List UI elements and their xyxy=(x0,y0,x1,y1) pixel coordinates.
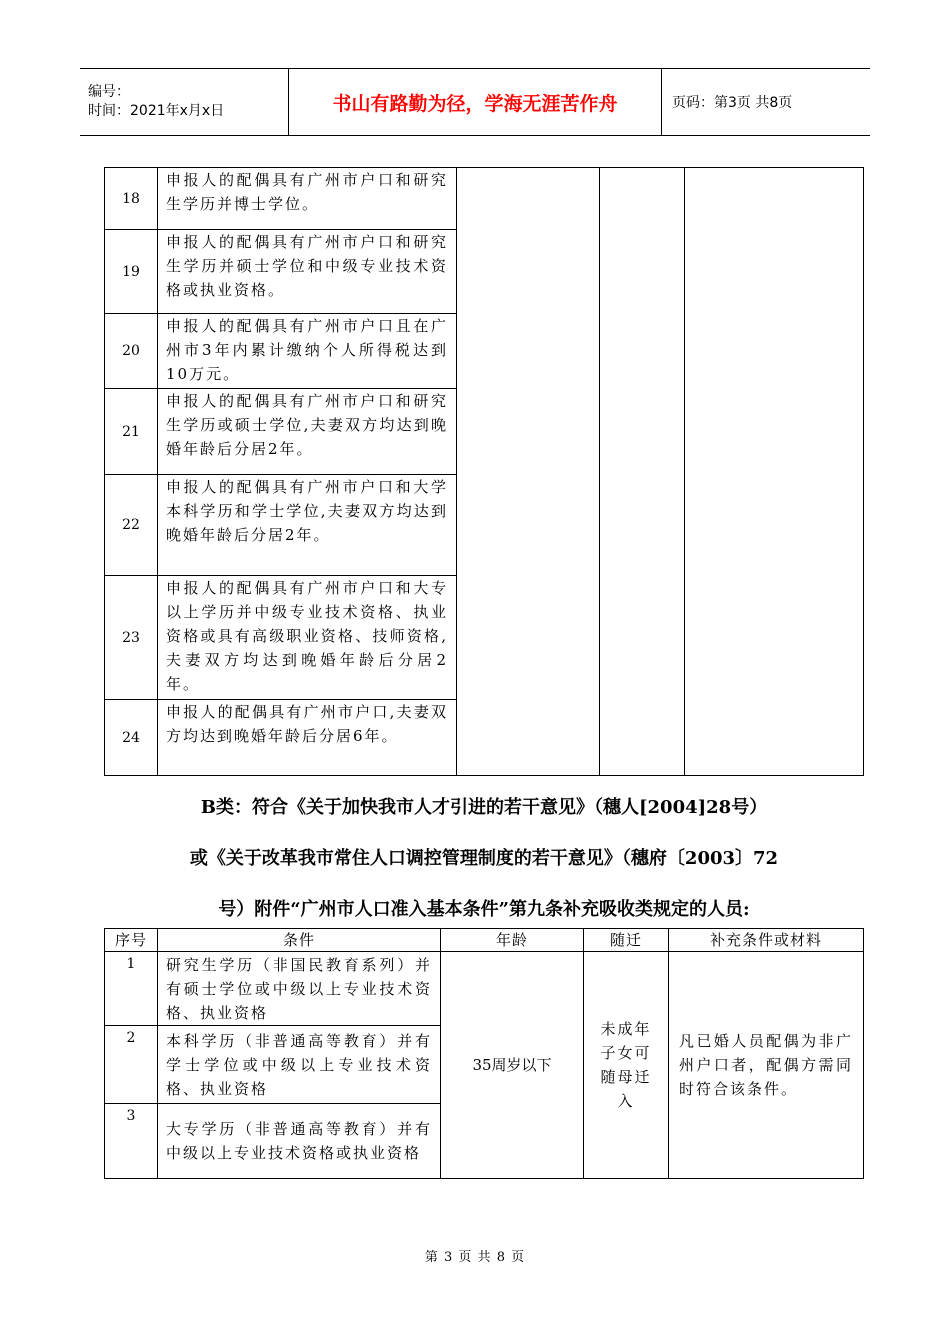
table-row xyxy=(105,168,864,230)
header-meta xyxy=(80,69,289,136)
section-b-line-3: 号）附件“广州市人口准入基本条件”第九条补充吸收类规定的人员: xyxy=(218,899,750,920)
row-condition: 申报人的配偶具有广州市户口,夫妻双方均达到晚婚年龄后分居6年。 xyxy=(158,700,457,776)
row-condition: 研究生学历（非国民教育系列）并有硕士学位或中级以上专业技术资格、执业资格 xyxy=(158,952,441,1026)
row-condition: 大专学历（非普通高等教育）并有中级以上专业技术资格或执业资格 xyxy=(158,1104,441,1179)
row-number: 3 xyxy=(105,1104,158,1179)
row-condition: 申报人的配偶具有广州市户口和研究生学历并博士学位。 xyxy=(158,168,457,230)
header-number: 序号 xyxy=(105,929,158,952)
header-page-label: 页码：第3页 共8页 xyxy=(662,69,871,136)
row-number: 18 xyxy=(105,168,158,230)
page-header xyxy=(80,68,870,136)
document-number-label: 编号： xyxy=(88,84,130,100)
section-b-line-1: B类：符合《关于加快我市人才引进的若干意见》（穗人[2004]28号） xyxy=(200,797,768,818)
row-number: 1 xyxy=(105,952,158,1026)
row-condition: 申报人的配偶具有广州市户口和大专以上学历并中级专业技术资格、执业资格或具有高级职业资格、技师资格,夫妻双方均达到晚婚年龄后分居2年。 xyxy=(158,576,457,700)
supplement-cell: 凡已婚人员配偶为非广州户口者，配偶方需同时符合该条件。 xyxy=(669,952,864,1179)
row-number: 20 xyxy=(105,314,158,389)
header-age: 年龄 xyxy=(441,929,584,952)
header-motto: 书山有路勤为径，学海无涯苦作舟 xyxy=(289,69,662,136)
header-supplement: 补充条件或材料 xyxy=(669,929,864,952)
header-condition: 条件 xyxy=(158,929,441,952)
page-footer: 第 3 页 共 8 页 xyxy=(424,1250,526,1265)
row-condition: 申报人的配偶具有广州市户口且在广州市3年内累计缴纳个人所得税达到10万元。 xyxy=(158,314,457,389)
age-cell: 35周岁以下 xyxy=(441,952,584,1179)
accompany-cell xyxy=(600,168,685,776)
row-number: 19 xyxy=(105,230,158,314)
row-number: 22 xyxy=(105,475,158,576)
row-number: 21 xyxy=(105,389,158,475)
accompany-cell: 未成年子女可随母迁入 xyxy=(584,952,669,1179)
row-number: 24 xyxy=(105,700,158,776)
section-b-line-2: 或《关于改革我市常住人口调控管理制度的若干意见》（穗府〔2003〕72 xyxy=(189,848,779,869)
table-header-row xyxy=(105,929,864,952)
age-cell xyxy=(457,168,600,776)
table-a xyxy=(104,167,864,776)
row-condition: 申报人的配偶具有广州市户口和研究生学历并硕士学位和中级专业技术资格或执业资格。 xyxy=(158,230,457,314)
row-condition: 申报人的配偶具有广州市户口和研究生学历或硕士学位,夫妻双方均达到晚婚年龄后分居2年。 xyxy=(158,389,457,475)
table-b xyxy=(104,928,864,1179)
table-row xyxy=(105,952,864,1026)
row-number: 2 xyxy=(105,1026,158,1104)
row-condition: 申报人的配偶具有广州市户口和大学本科学历和学士学位,夫妻双方均达到晚婚年龄后分居2年。 xyxy=(158,475,457,576)
row-number: 23 xyxy=(105,576,158,700)
section-b-heading xyxy=(104,782,864,935)
document-time-label: 时间：2021年x月x日 xyxy=(88,103,225,119)
row-condition: 本科学历（非普通高等教育）并有学士学位或中级以上专业技术资格、执业资格 xyxy=(158,1026,441,1104)
header-accompany: 随迁 xyxy=(584,929,669,952)
supplement-cell xyxy=(685,168,864,776)
